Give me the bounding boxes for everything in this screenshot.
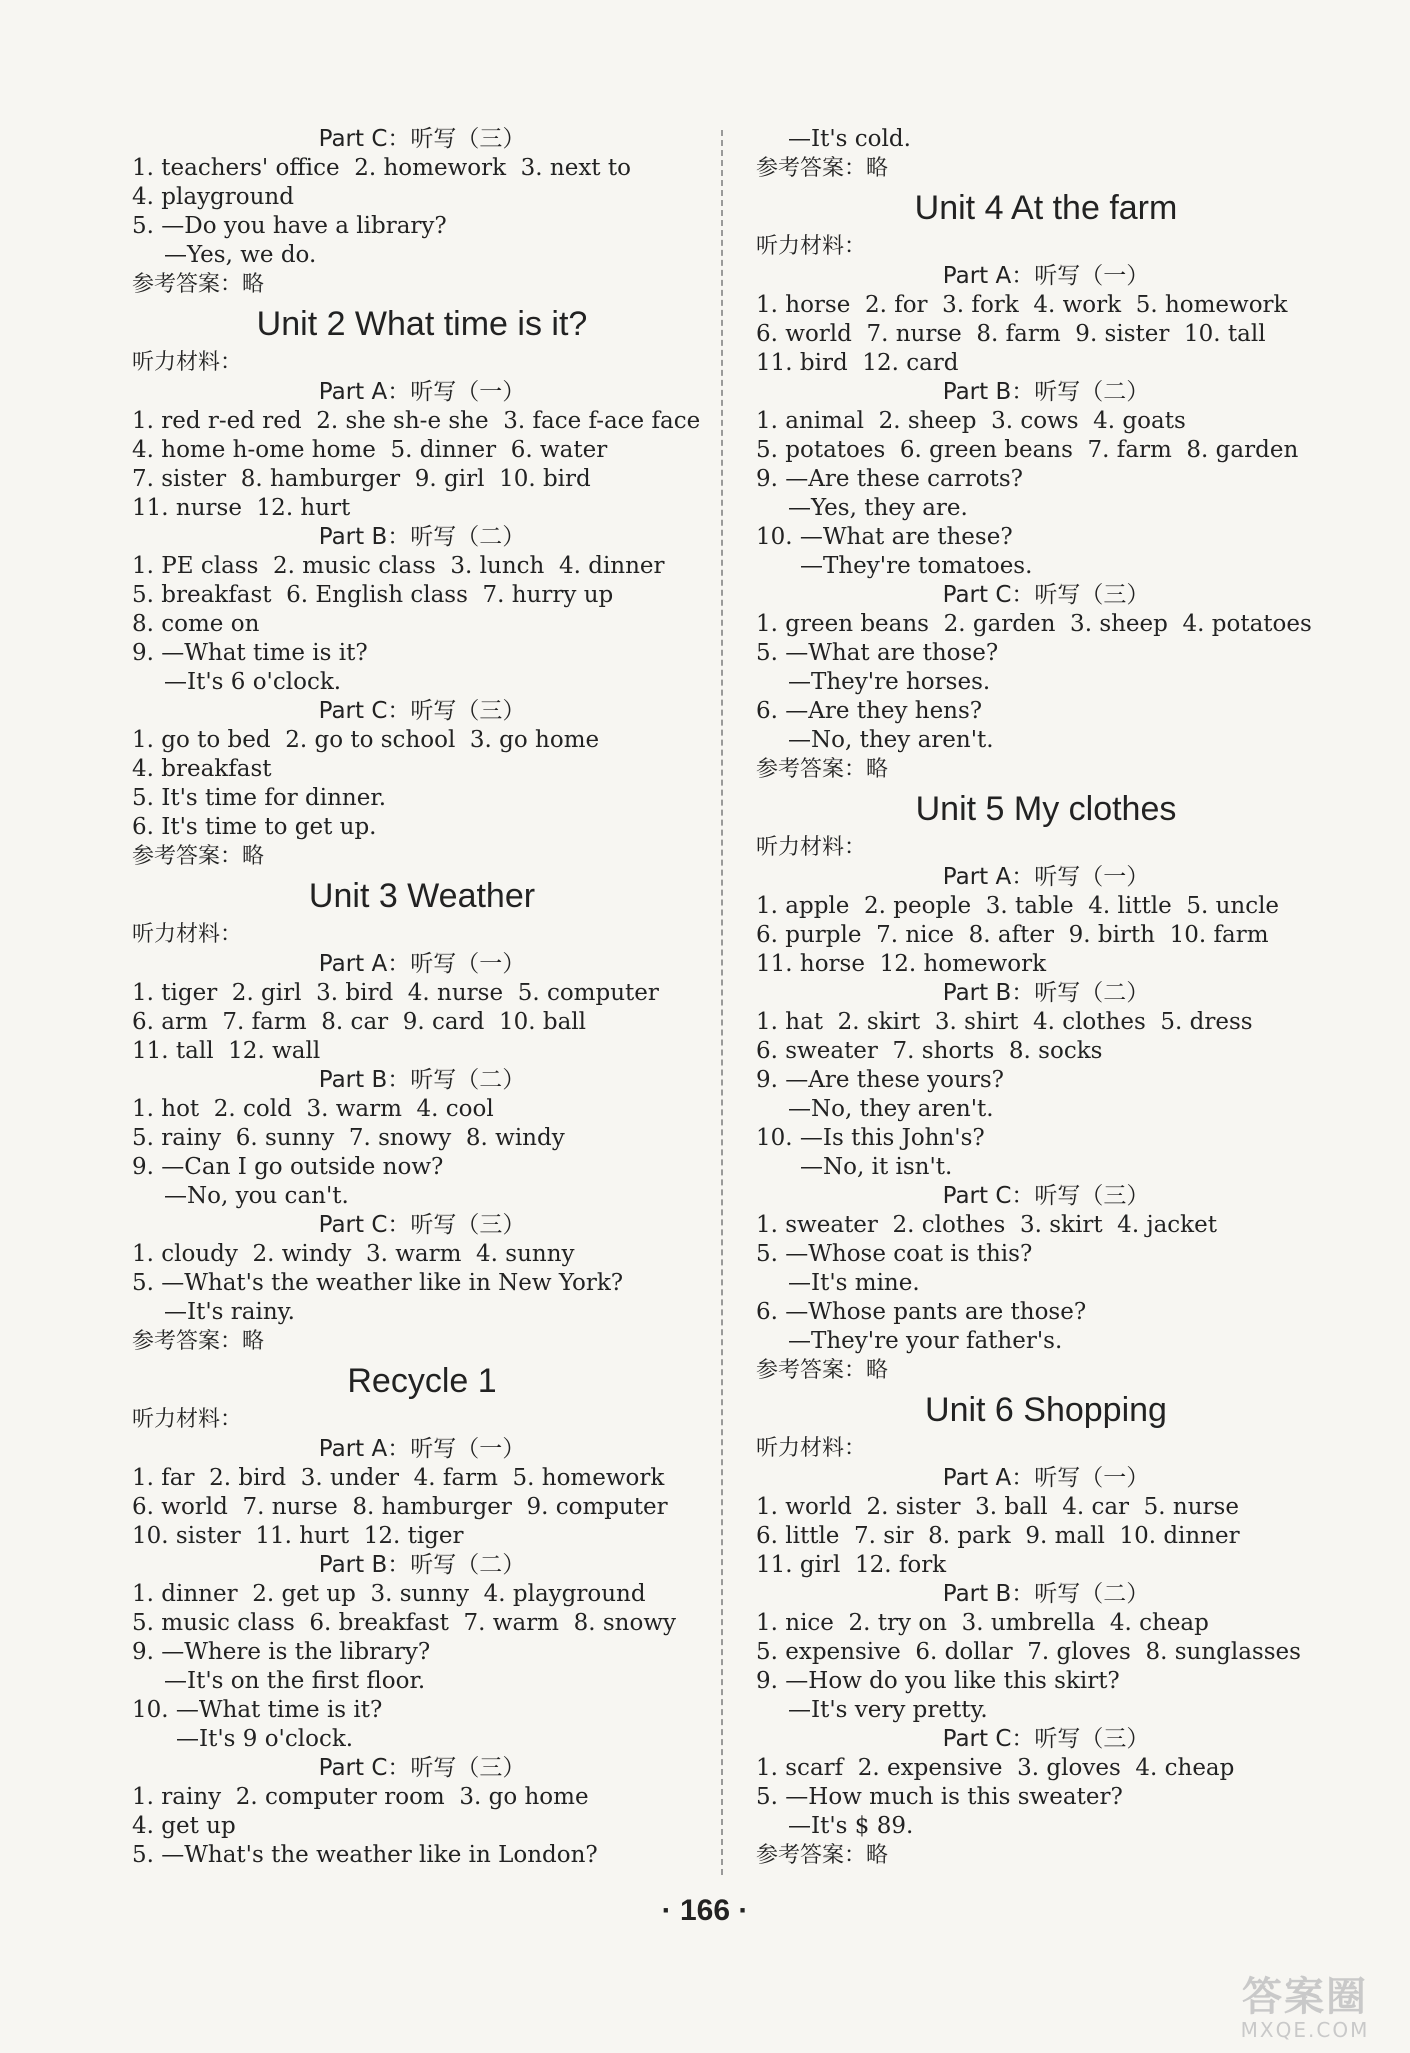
answer-line: 1. apple 2. people 3. table 4. little 5. uncle xyxy=(756,893,1280,919)
answer-line-indented: —It's rainy. xyxy=(164,1299,295,1325)
answer-line: 5. —Whose coat is this? xyxy=(756,1241,1033,1267)
answer-line: 1. rainy 2. computer room 3. go home xyxy=(132,1784,589,1810)
answer-line-indented: —Yes, we do. xyxy=(164,242,317,268)
part-heading: Part C：听写（三） xyxy=(318,698,526,724)
section-label: 参考答案：略 xyxy=(756,156,889,181)
part-heading: Part C：听写（三） xyxy=(942,1183,1150,1209)
answer-line: 9. —Can I go outside now? xyxy=(132,1154,444,1180)
left-column xyxy=(132,125,712,1870)
answer-line: 7. sister 8. hamburger 9. girl 10. bird xyxy=(132,466,591,492)
answer-line: 1. sweater 2. clothes 3. skirt 4. jacket xyxy=(756,1212,1217,1238)
answer-line: 10. sister 11. hurt 12. tiger xyxy=(132,1523,464,1549)
section-label: 听力材料： xyxy=(132,1407,243,1432)
part-heading: Part B：听写（二） xyxy=(318,1552,526,1578)
part-heading: Part B：听写（二） xyxy=(942,980,1150,1006)
watermark-bottom-text: MXQE.COM xyxy=(1240,2018,1370,2042)
part-heading: Part C：听写（三） xyxy=(318,126,526,152)
answer-line: 4. playground xyxy=(132,184,294,210)
answer-line: 11. tall 12. wall xyxy=(132,1038,321,1064)
answer-line: 9. —How do you like this skirt? xyxy=(756,1668,1120,1694)
answer-line-indented: —No, it isn't. xyxy=(800,1154,953,1180)
answer-line: 1. world 2. sister 3. ball 4. car 5. nurse xyxy=(756,1494,1239,1520)
watermark-top-text: 答案圈 xyxy=(1242,1974,1368,2020)
answer-line-indented: —It's mine. xyxy=(788,1270,920,1296)
answer-line: 10. —What time is it? xyxy=(132,1697,383,1723)
answer-line-indented: —No, they aren't. xyxy=(788,1096,994,1122)
answer-line-indented: —No, you can't. xyxy=(164,1183,349,1209)
watermark-logo xyxy=(1220,1975,1390,2045)
answer-line: 1. tiger 2. girl 3. bird 4. nurse 5. computer xyxy=(132,980,659,1006)
answer-line-indented: —It's on the first floor. xyxy=(164,1668,426,1694)
unit-title: Unit 6 Shopping xyxy=(925,1391,1167,1429)
answer-line: 6. —Whose pants are those? xyxy=(756,1299,1087,1325)
answer-line: 5. rainy 6. sunny 7. snowy 8. windy xyxy=(132,1125,565,1151)
answer-line: 9. —Are these carrots? xyxy=(756,466,1023,492)
answer-line: 9. —Where is the library? xyxy=(132,1639,431,1665)
part-heading: Part A：听写（一） xyxy=(942,1465,1150,1491)
unit-title: Unit 4 At the farm xyxy=(914,189,1178,227)
answer-line: 6. —Are they hens? xyxy=(756,698,983,724)
answer-line: 1. red r-ed red 2. she sh-e she 3. face f-ace face xyxy=(132,408,701,434)
answer-line: 6. arm 7. farm 8. car 9. card 10. ball xyxy=(132,1009,586,1035)
answer-line: 1. nice 2. try on 3. umbrella 4. cheap xyxy=(756,1610,1209,1636)
answer-line: 5. It's time for dinner. xyxy=(132,785,387,811)
unit-title: Unit 5 My clothes xyxy=(915,790,1177,828)
section-label: 参考答案：略 xyxy=(756,1358,889,1383)
answer-line: 1. hat 2. skirt 3. shirt 4. clothes 5. dress xyxy=(756,1009,1253,1035)
part-heading: Part C：听写（三） xyxy=(942,582,1150,608)
answer-line: 1. teachers' office 2. homework 3. next to xyxy=(132,155,631,181)
section-label: 听力材料： xyxy=(756,1436,867,1461)
answer-line-indented: —No, they aren't. xyxy=(788,727,994,753)
answer-line: 4. breakfast xyxy=(132,756,272,782)
section-label: 听力材料： xyxy=(132,350,243,375)
answer-line: 5. —Do you have a library? xyxy=(132,213,447,239)
answer-line: 5. potatoes 6. green beans 7. farm 8. garden xyxy=(756,437,1299,463)
column-divider xyxy=(721,130,723,1875)
answer-line: 1. cloudy 2. windy 3. warm 4. sunny xyxy=(132,1241,575,1267)
answer-line: 10. —What are these? xyxy=(756,524,1013,550)
section-label: 参考答案：略 xyxy=(756,1843,889,1868)
answer-line-indented: —They're horses. xyxy=(788,669,991,695)
answer-line-indented: —It's very pretty. xyxy=(788,1697,988,1723)
part-heading: Part A：听写（一） xyxy=(318,1436,526,1462)
answer-line: 4. get up xyxy=(132,1813,236,1839)
answer-line: 1. scarf 2. expensive 3. gloves 4. cheap xyxy=(756,1755,1235,1781)
section-label: 听力材料： xyxy=(756,234,867,259)
part-heading: Part A：听写（一） xyxy=(942,864,1150,890)
answer-line: 5. —What's the weather like in New York? xyxy=(132,1270,624,1296)
answer-line: 5. expensive 6. dollar 7. gloves 8. sunglasses xyxy=(756,1639,1301,1665)
answer-line: 6. world 7. nurse 8. hamburger 9. computer xyxy=(132,1494,668,1520)
answer-line: 1. animal 2. sheep 3. cows 4. goats xyxy=(756,408,1186,434)
answer-line: 5. —What are those? xyxy=(756,640,999,666)
unit-title: Unit 2 What time is it? xyxy=(256,305,588,343)
section-label: 参考答案：略 xyxy=(132,1329,265,1354)
answer-line: 1. PE class 2. music class 3. lunch 4. dinner xyxy=(132,553,665,579)
answer-line: 5. breakfast 6. English class 7. hurry up xyxy=(132,582,614,608)
unit-title: Recycle 1 xyxy=(347,1362,497,1400)
answer-line: 11. girl 12. fork xyxy=(756,1552,947,1578)
answer-line-indented: —They're tomatoes. xyxy=(800,553,1033,579)
part-heading: Part C：听写（三） xyxy=(942,1726,1150,1752)
answer-line: 1. horse 2. for 3. fork 4. work 5. homework xyxy=(756,292,1288,318)
answer-line: 11. horse 12. homework xyxy=(756,951,1047,977)
answer-line-indented: —It's 9 o'clock. xyxy=(176,1726,354,1752)
answer-line: 1. green beans 2. garden 3. sheep 4. potatoes xyxy=(756,611,1312,637)
answer-line: 6. purple 7. nice 8. after 9. birth 10. farm xyxy=(756,922,1269,948)
answer-line: 11. nurse 12. hurt xyxy=(132,495,351,521)
answer-line: 11. bird 12. card xyxy=(756,350,959,376)
answer-line: 5. music class 6. breakfast 7. warm 8. snowy xyxy=(132,1610,677,1636)
answer-line: 6. world 7. nurse 8. farm 9. sister 10. tall xyxy=(756,321,1266,347)
answer-line: 6. sweater 7. shorts 8. socks xyxy=(756,1038,1103,1064)
answer-line-indented: —It's $ 89. xyxy=(788,1813,914,1839)
answer-line: 1. dinner 2. get up 3. sunny 4. playground xyxy=(132,1581,646,1607)
part-heading: Part C：听写（三） xyxy=(318,1212,526,1238)
part-heading: Part A：听写（一） xyxy=(318,951,526,977)
answer-line: 8. come on xyxy=(132,611,260,637)
answer-line: 9. —What time is it? xyxy=(132,640,368,666)
right-column xyxy=(756,125,1336,1871)
section-label: 听力材料： xyxy=(132,922,243,947)
section-label: 参考答案：略 xyxy=(132,272,265,297)
part-heading: Part C：听写（三） xyxy=(318,1755,526,1781)
unit-title: Unit 3 Weather xyxy=(308,877,536,915)
part-heading: Part B：听写（二） xyxy=(942,1581,1150,1607)
answer-line-indented: —They're your father's. xyxy=(788,1328,1063,1354)
answer-line: 5. —How much is this sweater? xyxy=(756,1784,1123,1810)
answer-line: 6. It's time to get up. xyxy=(132,814,377,840)
part-heading: Part B：听写（二） xyxy=(318,1067,526,1093)
section-label: 参考答案：略 xyxy=(132,844,265,869)
page-number: · 166 · xyxy=(661,1894,749,1927)
answer-line: 1. go to bed 2. go to school 3. go home xyxy=(132,727,600,753)
answer-line: 5. —What's the weather like in London? xyxy=(132,1842,598,1868)
part-heading: Part B：听写（二） xyxy=(318,524,526,550)
answer-line: 10. —Is this John's? xyxy=(756,1125,985,1151)
answer-line-indented: —It's cold. xyxy=(788,126,911,152)
part-heading: Part B：听写（二） xyxy=(942,379,1150,405)
section-label: 参考答案：略 xyxy=(756,757,889,782)
answer-line: 1. hot 2. cold 3. warm 4. cool xyxy=(132,1096,494,1122)
answer-line: 4. home h-ome home 5. dinner 6. water xyxy=(132,437,608,463)
answer-line-indented: —It's 6 o'clock. xyxy=(164,669,342,695)
answer-line: 1. far 2. bird 3. under 4. farm 5. homework xyxy=(132,1465,665,1491)
answer-line: 9. —Are these yours? xyxy=(756,1067,1004,1093)
answer-line-indented: —Yes, they are. xyxy=(788,495,968,521)
part-heading: Part A：听写（一） xyxy=(318,379,526,405)
answer-line: 6. little 7. sir 8. park 9. mall 10. dinner xyxy=(756,1523,1240,1549)
section-label: 听力材料： xyxy=(756,835,867,860)
part-heading: Part A：听写（一） xyxy=(942,263,1150,289)
